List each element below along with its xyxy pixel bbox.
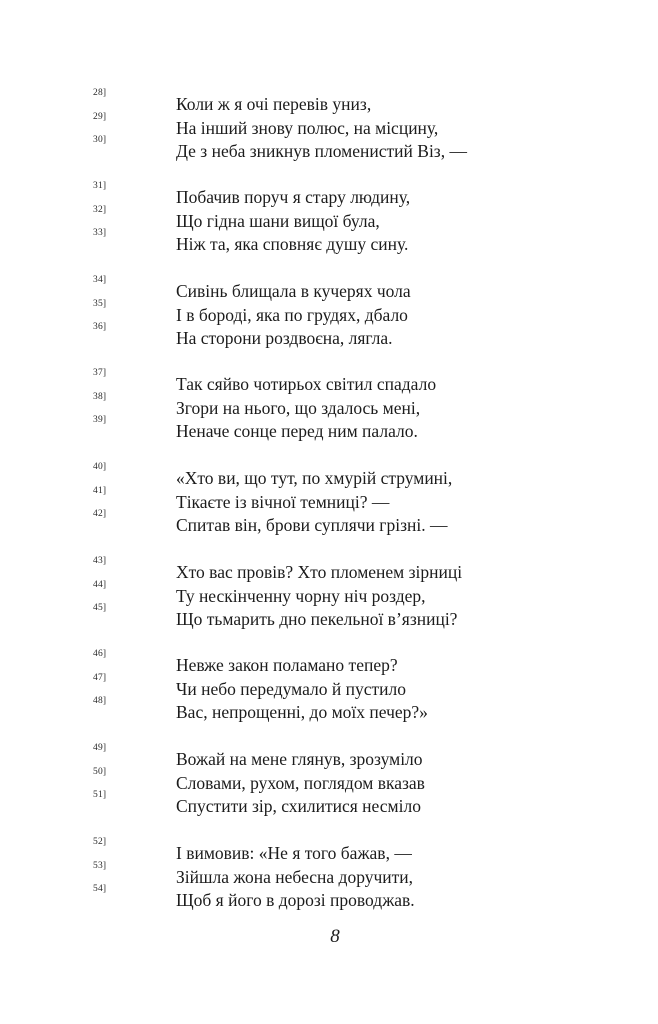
verse-line [0, 322, 658, 352]
line-number: 54] [93, 884, 107, 894]
line-number: 30] [93, 135, 107, 145]
verse-text: Чи небо передумало й пустило [176, 678, 406, 699]
stanza [0, 462, 658, 539]
line-number: 40] [93, 462, 107, 472]
line-number: 50] [93, 766, 107, 777]
verse-line [0, 603, 658, 633]
verse-line [0, 884, 658, 914]
line-number: 37] [93, 368, 107, 378]
line-number: 45] [93, 603, 107, 613]
verse-text: Що гідна шани вищої була, [176, 210, 380, 231]
line-number: 44] [93, 579, 107, 590]
verse-text: Згори на нього, що здалось мені, [176, 397, 421, 418]
line-number: 43] [93, 556, 107, 566]
verse-text: Ту нескінченну чорну ніч роздер, [176, 585, 426, 606]
verse-text: Спитав він, брови суплячи грізні. — [176, 515, 448, 535]
verse-text: «Хто ви, що тут, по хмурій струмині, [176, 468, 453, 488]
line-number: 33] [93, 228, 107, 238]
line-number: 34] [93, 275, 107, 285]
line-number: 39] [93, 415, 107, 425]
verse-text: Сивінь блищала в кучерях чола [176, 281, 411, 301]
verse-text: Ніж та, яка сповняє душу сину. [176, 234, 409, 254]
verse-line [0, 509, 658, 539]
verse-text: Що тьмарить дно пекельної в’язниці? [176, 609, 458, 629]
stanza [0, 88, 658, 165]
line-number: 29] [93, 111, 107, 122]
line-number: 49] [93, 743, 107, 753]
verse-text: Де з неба зникнув пломенистий Віз, — [176, 141, 467, 161]
verse-text: Хто вас провів? Хто пломенем зірниці [176, 562, 463, 582]
line-number: 38] [93, 391, 107, 402]
verse-text: Спустити зір, схилитися несміло [176, 796, 421, 816]
line-number: 36] [93, 322, 107, 332]
verse-text: На сторони роздвоєна, лягла. [176, 328, 393, 348]
verse-text: І вимовив: «Не я того бажав, — [176, 843, 412, 863]
line-number: 42] [93, 509, 107, 519]
line-number: 47] [93, 672, 107, 683]
verse-text: Неначе сонце перед ним палало. [176, 421, 418, 441]
line-number: 32] [93, 204, 107, 215]
verse-text: Невже закон поламано тепер? [176, 655, 398, 675]
line-number: 48] [93, 696, 107, 706]
verse-text: І в бороді, яка по грудях, дбало [176, 304, 408, 325]
line-number: 52] [93, 837, 107, 847]
verse-line [0, 135, 658, 165]
verse-text: Щоб я його в дорозі проводжав. [176, 890, 415, 910]
verse-text: Вожай на мене глянув, зрозуміло [176, 749, 423, 769]
page-number: 8 [330, 926, 340, 947]
stanza [0, 743, 658, 820]
stanza [0, 275, 658, 352]
verse-line [0, 696, 658, 726]
stanza [0, 837, 658, 914]
line-number: 46] [93, 649, 107, 659]
line-number: 28] [93, 88, 107, 98]
line-number: 41] [93, 485, 107, 496]
stanza [0, 181, 658, 258]
line-number: 51] [93, 790, 107, 800]
verse-text: Вас, непрощенні, до моїх печер?» [176, 702, 428, 722]
line-number: 31] [93, 181, 107, 191]
verse-text: На інший знову полюс, на місцину, [176, 117, 439, 138]
verse-line [0, 790, 658, 820]
verse-text: Коли ж я очі перевів униз, [176, 94, 372, 114]
verse-text: Тікаєте із вічної темниці? — [176, 491, 390, 512]
verse-line [0, 228, 658, 258]
stanza [0, 556, 658, 633]
verse-text: Зійшла жона небесна доручити, [176, 866, 414, 887]
stanza [0, 368, 658, 445]
verse-line [0, 415, 658, 445]
verse-text: Словами, рухом, поглядом вказав [176, 772, 425, 793]
verse-text: Так сяйво чотирьох світил спадало [176, 374, 437, 394]
verse-text: Побачив поруч я стару людину, [176, 187, 411, 207]
stanza [0, 649, 658, 726]
line-number: 35] [93, 298, 107, 309]
line-number: 53] [93, 860, 107, 871]
